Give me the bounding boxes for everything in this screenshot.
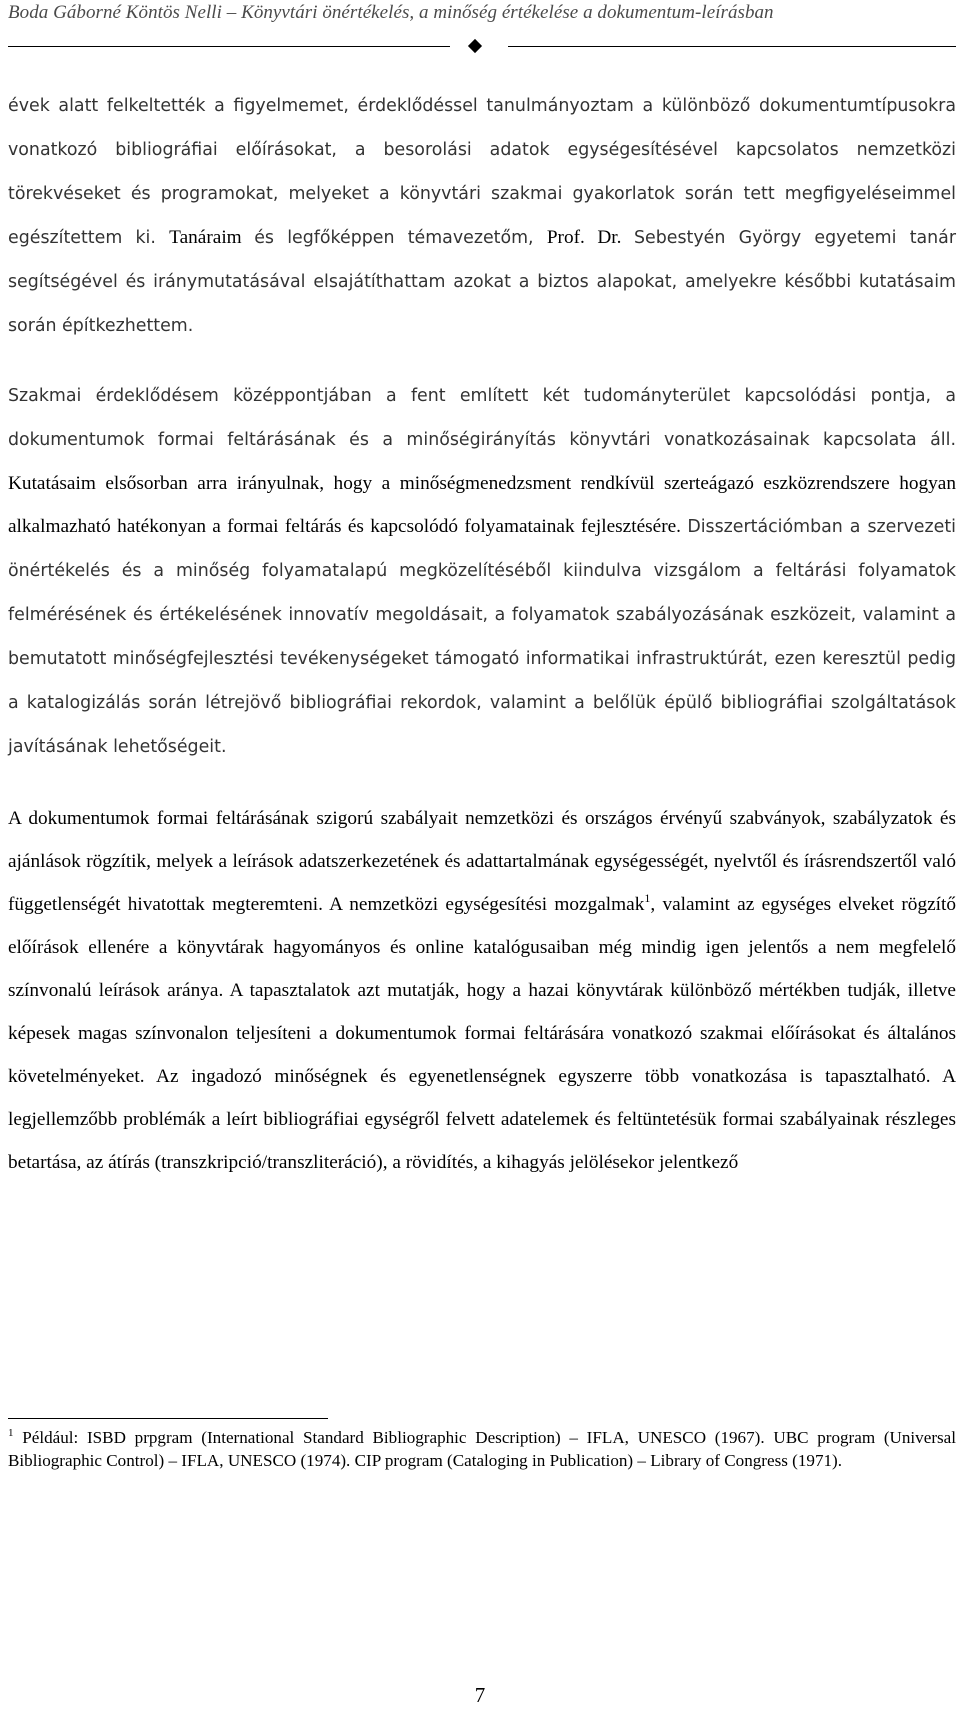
paragraph-3	[8, 797, 956, 1184]
paragraph-segment: évek alatt felkeltették a figyelmemet, érdeklődéssel tanulmányoztam a különböző dokumentumtípusokra vonatkozó bibliográfiai előírásokat, a besorolási adatok egységesítésével kapcsolatos nemzetközi törekvéseket és programokat, melyeket a könyvtári szakmai gyakorlatok során tett megfigyeléseimmel egészítettem ki.	[8, 96, 956, 248]
footnote	[8, 1426, 956, 1472]
footnote-text: Például: ISBD prpgram (International Standard Bibliographic Description) – IFLA, UNESCO (1967). UBC program (Universal Bibliographic Control) – IFLA, UNESCO (1974). CIP program (Cataloging in Publication) – Library of Congress (1971).	[8, 1428, 956, 1470]
footnote-separator	[8, 1418, 328, 1419]
paragraph-segment: , valamint az egységes elveket rögzítő előírások ellenére a könyvtárak hagyományos és online katalógusaiban még mindig igen jelentős a nem megfelelő színvonalú leírások aránya. A tapasztalatok azt mutatják, hogy a hazai könyvtárak különböző mértékben tudják, illetve képesek magas színvonalon teljesíteni a dokumentumok formai feltárására vonatkozó szakmai előírásokat és általános követelményeket. Az ingadozó minőségnek és egyenetlenségnek egyszerre több vonatkozása is tapasztalható. A legjellemzőbb problémák a leírt bibliográfiai egységről felvett adatelemek és feltüntetésük formai szabályainak részleges betartása, az átírás (transzkripció/transzliteráció), a rövidítés, a kihagyás jelölésekor jelentkező	[8, 894, 956, 1173]
footnote-reference[interactable]: 1	[644, 891, 651, 905]
header-rule-left	[8, 46, 450, 47]
header-rule-right	[508, 46, 956, 47]
footnote-marker: 1	[8, 1427, 14, 1439]
paragraph-1	[8, 84, 956, 348]
paragraph-segment: A dokumentumok formai feltárásának szigorú szabályait nemzetközi és országos érvényű szabványok, szabályzatok és ajánlások rögzítik, melyek a leírások adatszerkezetének és adattartalmának egységességét, nyelvtől és írásrendszertől való függetlenségét hivatottak megteremteni. A nemzetközi egységesítési mozgalmak	[8, 808, 956, 915]
paragraph-segment: Prof. Dr.	[546, 227, 635, 248]
running-header: Boda Gáborné Köntös Nelli – Könyvtári önértékelés, a minőség értékelése a dokumentum-leírásban	[8, 2, 774, 23]
header-diamond-ornament	[468, 39, 482, 53]
paragraph-segment: és legfőképpen témavezetőm,	[254, 228, 547, 248]
paragraph-segment: Disszertációmban a szervezeti önértékelés és a minőség folyamatalapú megközelítéséből kiindulva vizsgálom a feltárási folyamatok felmérésének és értékelésének innovatív megoldásait, a folyamatok szabályozásának eszközeit, valamint a bemutatott minőségfejlesztési tevékenységeket támogató informatikai infrastruktúrát, ezen keresztül pedig a katalogizálás során létrejövő bibliográfiai rekordok, valamint a belőlük épülő bibliográfiai szolgáltatások javításának lehetőségeit.	[8, 517, 956, 757]
paragraph-segment: Tanáraim	[169, 227, 255, 248]
page-number: 7	[474, 1683, 486, 1707]
body-text	[8, 84, 956, 1212]
paragraph-segment: Szakmai érdeklődésem középpontjában a fent említett két tudományterület kapcsolódási pontja, a dokumentumok formai feltárásának és a minőségirányítás könyvtári vonatkozásainak kapcsolata áll.	[8, 386, 956, 450]
paragraph-2	[8, 374, 956, 769]
paragraph-segment: Sebestyén György egyetemi tanár segítségével és iránymutatásával elsajátíthattam azokat a biztos alapokat, amelyekre későbbi kutatásaim során építkezhettem.	[8, 228, 956, 336]
paragraph-segment: Kutatásaim elsősorban arra irányulnak, hogy a minőségmenedzsment rendkívül szerteágazó eszközrendszere hogyan alkalmazható hatékonyan a formai feltárás és kapcsolódó folyamatainak fejlesztésére.	[8, 473, 956, 537]
